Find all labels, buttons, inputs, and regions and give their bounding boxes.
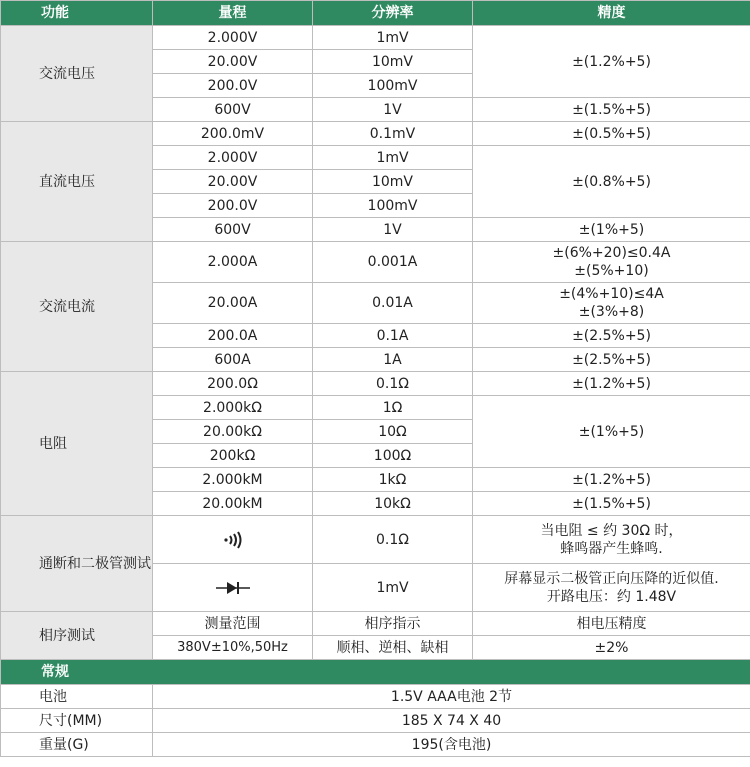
acc-line: ±(5%+10) (574, 263, 649, 279)
acc-cell: ±(2.5%+5) (473, 324, 750, 348)
func-ac-voltage: 交流电压 (1, 26, 153, 122)
range-cell: 20.00kΩ (153, 420, 313, 444)
diode-cell (153, 564, 313, 612)
acc-cell (473, 516, 750, 564)
table-row (1, 26, 750, 50)
acc-line: ±(4%+10)≤4A (559, 286, 664, 302)
phase-header-range: 测量范围 (153, 612, 313, 636)
res-cell: 1Ω (313, 396, 473, 420)
acc-cell (473, 242, 750, 283)
acc-cell (473, 564, 750, 612)
res-cell: 1V (313, 218, 473, 242)
header-func: 功能 (1, 1, 153, 26)
acc-line: ±(3%+8) (578, 304, 645, 320)
res-cell: 100mV (313, 194, 473, 218)
range-cell: 200.0mV (153, 122, 313, 146)
beep-cell (153, 516, 313, 564)
table-row (1, 685, 750, 709)
range-cell: 200.0Ω (153, 372, 313, 396)
func-phase: 相序测试 (1, 612, 153, 660)
func-dc-voltage: 直流电压 (1, 122, 153, 242)
range-cell: 600V (153, 218, 313, 242)
res-cell: 1mV (313, 26, 473, 50)
table-row (1, 709, 750, 733)
battery-label: 电池 (1, 685, 153, 709)
res-cell: 1mV (313, 146, 473, 170)
table-row (1, 733, 750, 757)
range-cell: 380V±10%,50Hz (153, 636, 313, 660)
res-cell: 100mV (313, 74, 473, 98)
range-cell: 2.000A (153, 242, 313, 283)
acc-cell: ±(1.5%+5) (473, 98, 750, 122)
phase-header-acc: 相电压精度 (473, 612, 750, 636)
acc-cell: ±(0.8%+5) (473, 146, 750, 218)
acc-cell: ±(0.5%+5) (473, 122, 750, 146)
size-value: 185 X 74 X 40 (153, 709, 750, 733)
func-continuity: 通断和二极管测试 (1, 516, 153, 612)
range-cell: 2.000V (153, 146, 313, 170)
res-cell: 顺相、逆相、缺相 (313, 636, 473, 660)
table-row (1, 516, 750, 564)
acc-line: ±(6%+20)≤0.4A (552, 245, 671, 261)
range-cell: 2.000kΩ (153, 396, 313, 420)
range-cell: 200.0V (153, 194, 313, 218)
battery-value: 1.5V AAA电池 2节 (153, 685, 750, 709)
range-cell: 2.000V (153, 26, 313, 50)
res-cell: 10kΩ (313, 492, 473, 516)
res-cell: 1A (313, 348, 473, 372)
range-cell: 200.0V (153, 74, 313, 98)
acc-line: 当电阻 ≤ 约 30Ω 时， (540, 522, 683, 539)
header-resolution: 分辨率 (313, 1, 473, 26)
acc-cell: ±(2.5%+5) (473, 348, 750, 372)
range-cell: 200kΩ (153, 444, 313, 468)
res-cell: 1mV (313, 564, 473, 612)
header-range: 量程 (153, 1, 313, 26)
res-cell: 1kΩ (313, 468, 473, 492)
header-accuracy: 精度 (473, 1, 750, 26)
range-cell: 2.000kM (153, 468, 313, 492)
range-cell: 600V (153, 98, 313, 122)
acc-line: 屏幕显示二极管正向压降的近似值. (504, 570, 719, 587)
range-cell: 600A (153, 348, 313, 372)
acc-cell: ±2% (473, 636, 750, 660)
weight-label: 重量(G) (1, 733, 153, 757)
acc-cell: ±(1.2%+5) (473, 468, 750, 492)
res-cell: 0.1Ω (313, 516, 473, 564)
range-cell: 200.0A (153, 324, 313, 348)
res-cell: 0.001A (313, 242, 473, 283)
res-cell: 0.1A (313, 324, 473, 348)
table-row (1, 242, 750, 283)
acc-cell: ±(1.5%+5) (473, 492, 750, 516)
table-row (1, 372, 750, 396)
res-cell: 10mV (313, 170, 473, 194)
acc-cell (473, 283, 750, 324)
range-cell: 20.00kM (153, 492, 313, 516)
beep-icon (222, 532, 244, 548)
phase-header-ind: 相序指示 (313, 612, 473, 636)
acc-cell: ±(1.2%+5) (473, 372, 750, 396)
range-cell: 20.00A (153, 283, 313, 324)
res-cell: 100Ω (313, 444, 473, 468)
table-header (1, 1, 750, 26)
acc-cell: ±(1.2%+5) (473, 26, 750, 98)
res-cell: 0.1mV (313, 122, 473, 146)
res-cell: 0.01A (313, 283, 473, 324)
func-ac-current: 交流电流 (1, 242, 153, 372)
acc-line: 蜂鸣器产生蜂鸣. (560, 540, 663, 557)
range-cell: 20.00V (153, 170, 313, 194)
res-cell: 10mV (313, 50, 473, 74)
table-row (1, 612, 750, 636)
acc-line: 开路电压：约 1.48V (546, 588, 677, 605)
weight-value: 195(含电池) (153, 733, 750, 757)
diode-icon (216, 580, 250, 596)
general-title: 常规 (1, 660, 750, 685)
size-label: 尺寸(MM) (1, 709, 153, 733)
acc-cell: ±(1%+5) (473, 218, 750, 242)
acc-cell: ±(1%+5) (473, 396, 750, 468)
section-header (1, 660, 750, 685)
table-row (1, 122, 750, 146)
res-cell: 10Ω (313, 420, 473, 444)
range-cell: 20.00V (153, 50, 313, 74)
res-cell: 0.1Ω (313, 372, 473, 396)
func-resistance: 电阻 (1, 372, 153, 516)
res-cell: 1V (313, 98, 473, 122)
